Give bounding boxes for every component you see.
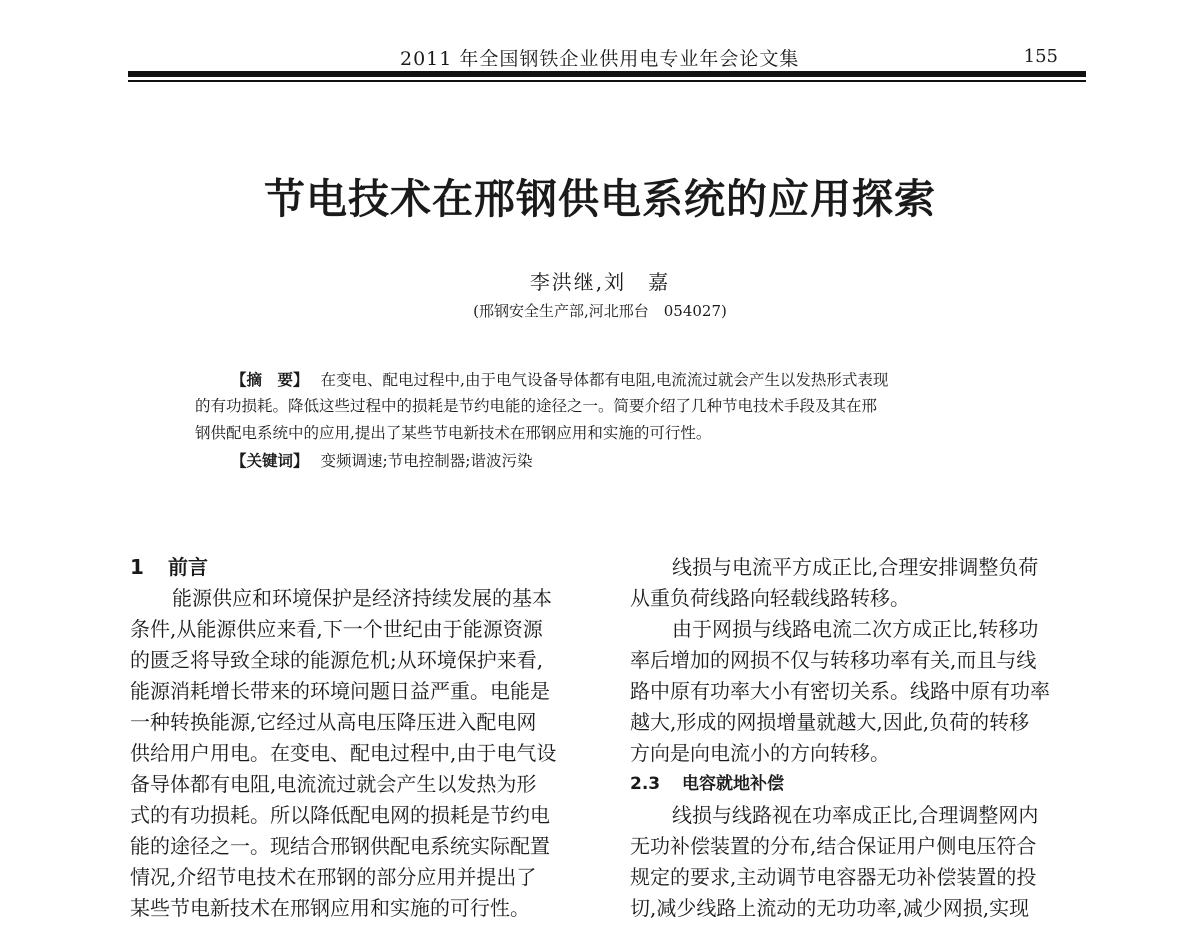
subsection-title: 电容就地补偿 — [682, 774, 784, 794]
body-line: 能源消耗增长带来的环境问题日益严重。电能是 — [130, 679, 550, 703]
body-line: 一种转换能源,它经过从高电压降压进入配电网 — [130, 710, 537, 734]
body-line: 由于网损与线路电流二次方成正比,转移功 — [672, 617, 1039, 641]
left-column — [130, 552, 586, 924]
paper-affiliation: (邢钢安全生产部,河北邢台 054027) — [473, 302, 727, 320]
body-line: 式的有功损耗。所以降低配电网的损耗是节约电 — [130, 803, 550, 827]
abstract-text: 在变电、配电过程中,由于电气设备导体都有电阻,电流流过就会产生以发热形式表现 — [320, 371, 889, 389]
running-header — [130, 44, 1086, 74]
running-title: 2011 年全国钢铁企业供用电专业年会论文集 — [400, 48, 800, 70]
body-line: 规定的要求,主动调节电容器无功补偿装置的投 — [630, 865, 1037, 889]
section-heading — [130, 552, 586, 583]
abstract-line: 钢供配电系统中的应用,提出了某些节电新技术在邢钢应用和实施的可行性。 — [195, 424, 712, 442]
subsection-heading — [630, 769, 1086, 800]
body-line: 线损与电流平方成正比,合理安排调整负荷 — [672, 555, 1039, 579]
section-title: 前言 — [168, 555, 208, 579]
paper-authors: 李洪继,刘 嘉 — [529, 270, 671, 294]
right-column — [630, 552, 1086, 924]
abstract-block — [195, 366, 1025, 474]
body-line: 的匮乏将导致全球的能源危机;从环境保护来看, — [130, 648, 544, 672]
body-line: 路中原有功率大小有密切关系。线路中原有功率 — [630, 679, 1050, 703]
body-line: 率后增加的网损不仅与转移功率有关,而且与线 — [630, 648, 1037, 672]
subsection-number: 2.3 — [630, 774, 661, 794]
body-line: 从重负荷线路向轻载线路转移。 — [630, 586, 910, 610]
keywords-text: 变频调速;节电控制器;谐波污染 — [320, 452, 533, 470]
body-line: 能源供应和环境保护是经济持续发展的基本 — [172, 586, 552, 610]
abstract-label: 【摘 要】 — [231, 370, 309, 389]
body-line: 线损与线路视在功率成正比,合理调整网内 — [672, 803, 1039, 827]
body-line: 某些节电新技术在邢钢应用和实施的可行性。 — [130, 896, 530, 920]
keywords-line — [195, 447, 1025, 474]
body-line: 切,减少线路上流动的无功功率,减少网损,实现 — [630, 896, 1030, 920]
body-line: 方向是向电流小的方向转移。 — [630, 741, 890, 765]
body-line: 备导体都有电阻,电流流过就会产生以发热为形 — [130, 772, 537, 796]
section-number: 1 — [130, 555, 144, 579]
header-rule-thin — [128, 80, 1086, 82]
header-rule-thick — [128, 71, 1086, 77]
body-line: 情况,介绍节电技术在邢钢的部分应用并提出了 — [130, 865, 537, 889]
body-line: 能的途径之一。现结合邢钢供配电系统实际配置 — [130, 834, 550, 858]
body-line: 供给用户用电。在变电、配电过程中,由于电气设 — [130, 741, 557, 765]
body-line: 条件,从能源供应来看,下一个世纪由于能源资源 — [130, 617, 543, 641]
paper-title: 节电技术在邢钢供电系统的应用探索 — [264, 175, 936, 223]
page-number: 155 — [1023, 46, 1058, 67]
body-line: 无功补偿装置的分布,结合保证用户侧电压符合 — [630, 834, 1037, 858]
body-line: 越大,形成的网损增量就越大,因此,负荷的转移 — [630, 710, 1030, 734]
keywords-label: 【关键词】 — [231, 451, 309, 470]
abstract-line: 的有功损耗。降低这些过程中的损耗是节约电能的途径之一。简要介绍了几种节电技术手段及其在邢 — [195, 397, 878, 415]
abstract-line — [195, 366, 1025, 393]
